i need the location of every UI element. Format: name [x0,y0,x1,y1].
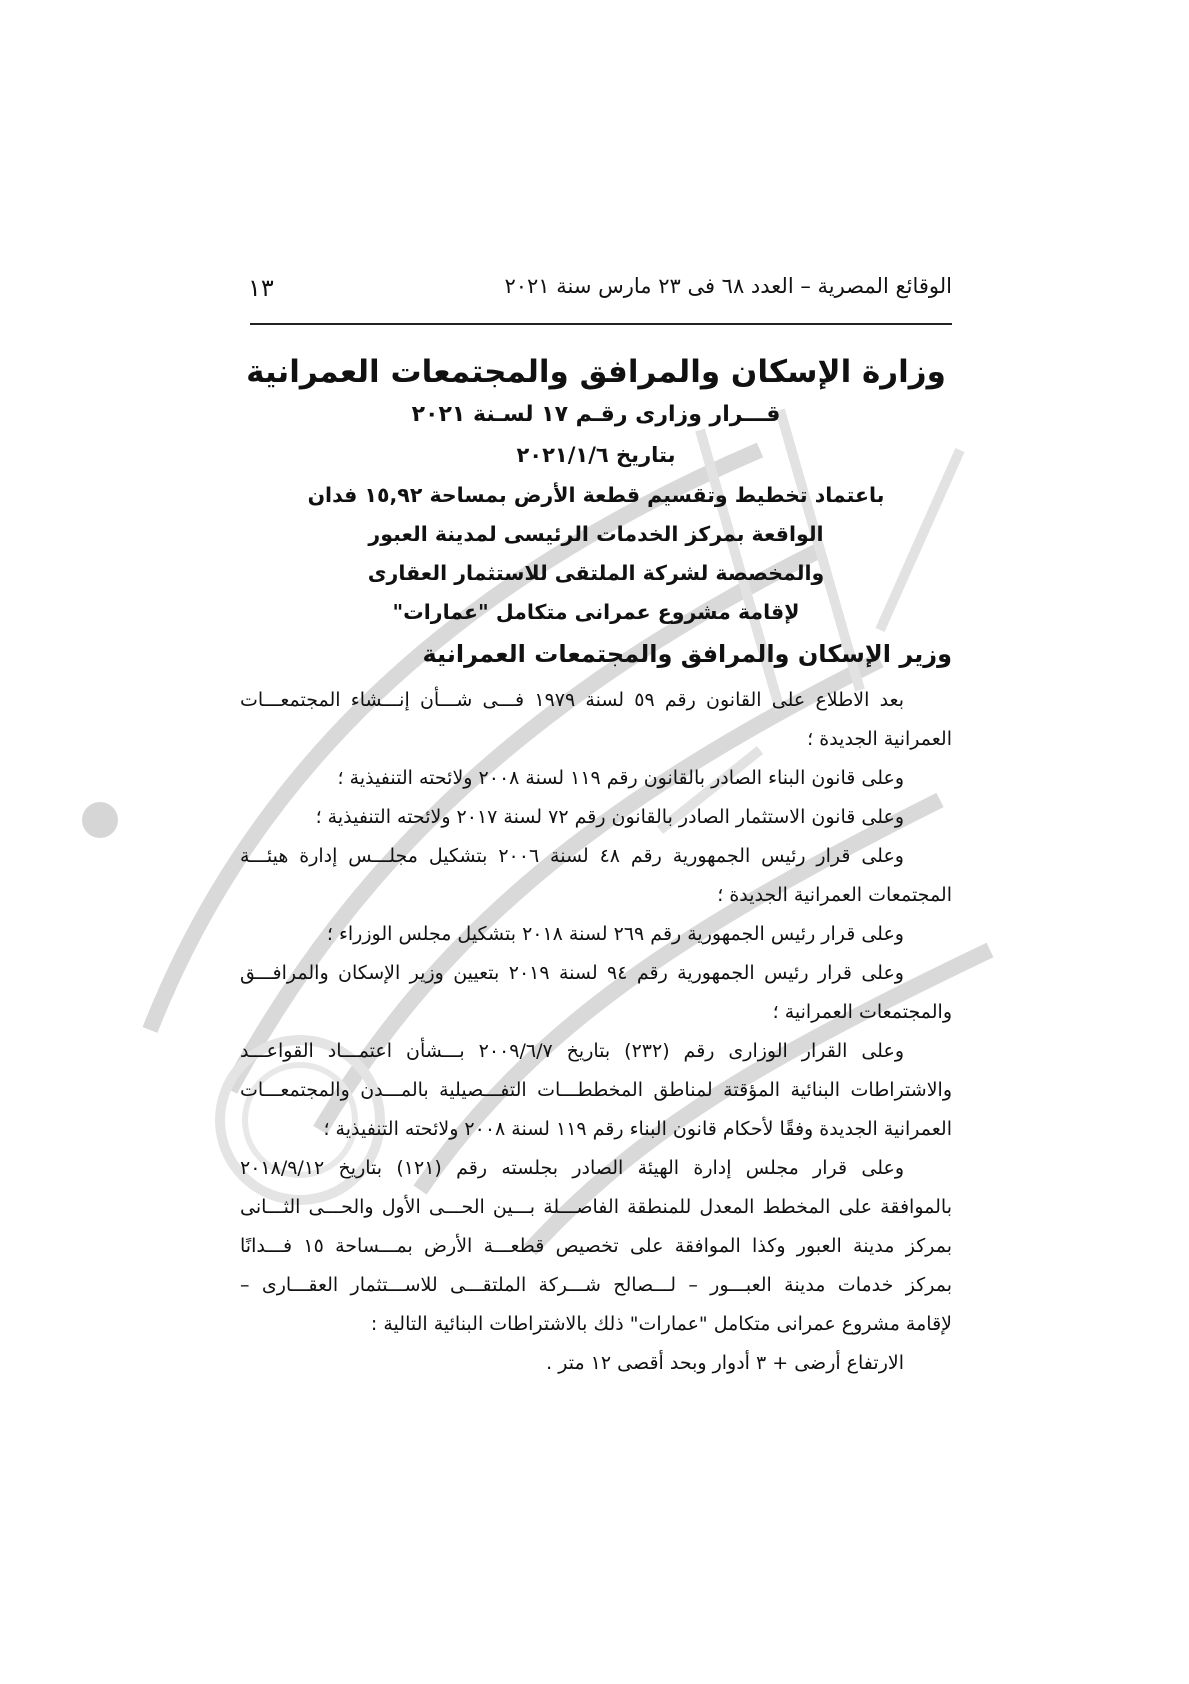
body-line: الارتفاع أرضى + ٣ أدوار وبحد أقصى ١٢ متر . [546,1352,904,1374]
body-line: العمرانية الجديدة وفقًا لأحكام قانون البناء رقم ١١٩ لسنة ٢٠٠٨ ولائحته التنفيذية ؛ [323,1118,952,1140]
subject-line-1: باعتماد تخطيط وتقسيم قطعة الأرض بمساحة ١٥,٩٢ فدان [307,483,885,507]
subject-line-4: لإقامة مشروع عمرانى متكامل "عمارات" [392,600,800,624]
body-line: العمرانية الجديدة ؛ [807,728,952,750]
body-line: بمركز مدينة العبور وكذا الموافقة على تخصيص قطعـــة الأرض بمـــساحة ١٥ فـــدانًا [240,1235,952,1257]
body-line: والاشتراطات البنائية المؤقتة لمناطق المخططـــات التفـــصيلية بالمـــدن والمجتمعـــات [240,1079,952,1101]
decree-body [240,681,952,1383]
body-line: وعلى قرار رئيس الجمهورية رقم ٩٤ لسنة ٢٠١٩ بتعيين وزير الإسكان والمرافـــق [240,962,904,984]
body-line: وعلى قانون البناء الصادر بالقانون رقم ١١٩ لسنة ٢٠٠٨ ولائحته التنفيذية ؛ [337,767,904,789]
body-line: بعد الاطلاع على القانون رقم ٥٩ لسنة ١٩٧٩ فـــى شـــأن إنـــشاء المجتمعـــات [240,689,904,711]
ministry-heading: وزارة الإسكان والمرافق والمجتمعات العمرانية [246,354,946,390]
body-line: والمجتمعات العمرانية ؛ [772,1001,952,1023]
header-divider [250,323,952,325]
subject-line-2: الواقعة بمركز الخدمات الرئيسى لمدينة العبور [368,522,824,546]
body-line: بمركز خدمات مدينة العبـــور – لـــصالح شـــركة الملتقـــى للاســـتثمار العقـــارى – [240,1274,952,1296]
body-line: وعلى قرار رئيس الجمهورية رقم ٢٦٩ لسنة ٢٠١٨ بتشكيل مجلس الوزراء ؛ [326,923,904,945]
minister-title: وزير الإسكان والمرافق والمجتمعات العمرانية [422,640,952,668]
body-line: وعلى قرار مجلس إدارة الهيئة الصادر بجلسته رقم (١٢١) بتاريخ ٢٠١٨/٩/١٢ [240,1157,905,1179]
page-header [240,274,952,314]
gazette-issue-title: الوقائع المصرية – العدد ٦٨ فى ٢٣ مارس سنة ٢٠٢١ [504,274,952,298]
body-line: وعلى القرار الوزارى رقم (٢٣٢) بتاريخ ٢٠٠٩/٦/٧ بـــشأن اعتمـــاد القواعـــد [240,1040,904,1062]
decree-title: قـــرار وزارى رقـم ١٧ لسـنة ٢٠٢١ [411,402,781,427]
body-line: بالموافقة على المخطط المعدل للمنطقة الفاصـــلة بـــين الحـــى الأول والحـــى الثـــانى [240,1196,952,1218]
body-line: وعلى قرار رئيس الجمهورية رقم ٤٨ لسنة ٢٠٠٦ بتشكيل مجلـــس إدارة هيئـــة [240,845,904,867]
decree-date: بتاريخ ٢٠٢١/١/٦ [516,443,676,467]
body-line: لإقامة مشروع عمرانى متكامل "عمارات" ذلك بالاشتراطات البنائية التالية : [370,1313,952,1335]
body-line: المجتمعات العمرانية الجديدة ؛ [717,884,952,906]
page-number: ١٣ [248,274,274,302]
body-line: وعلى قانون الاستثمار الصادر بالقانون رقم ٧٢ لسنة ٢٠١٧ ولائحته التنفيذية ؛ [315,806,904,828]
subject-line-3: والمخصصة لشركة الملتقى للاستثمار العقارى [367,561,825,585]
